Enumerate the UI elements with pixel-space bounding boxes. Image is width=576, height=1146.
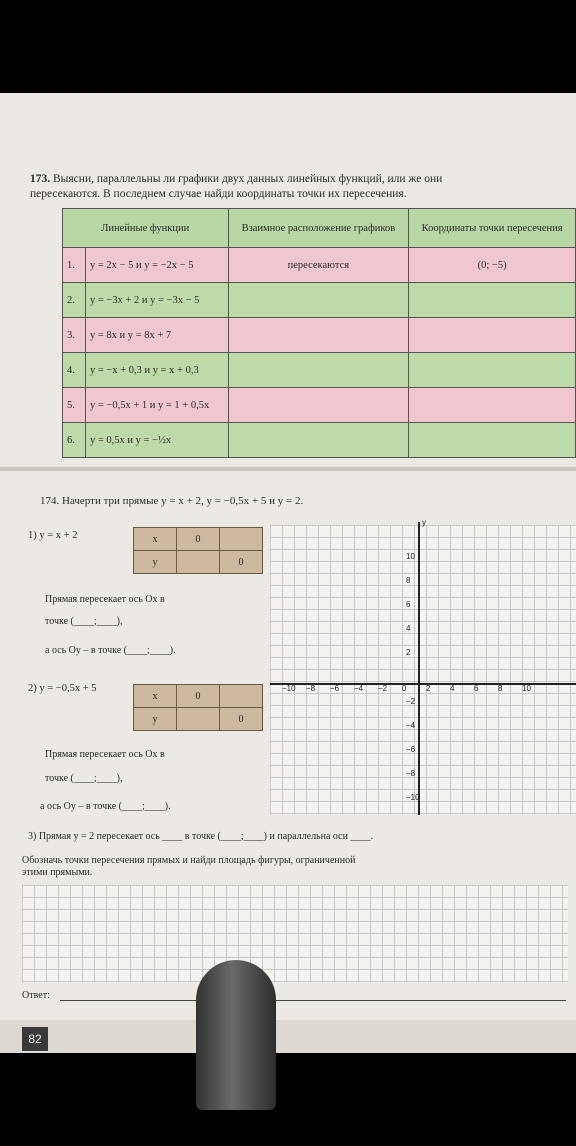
row-functions: y = −0,5x + 1 и y = 1 + 0,5x xyxy=(86,388,229,423)
part2-text-1: Прямая пересекает ось Ox в xyxy=(45,749,165,760)
part3-text: 3) Прямая y = 2 пересекает ось ____ в точке (____;____) и параллельна оси ____. xyxy=(28,831,373,842)
table-row xyxy=(63,283,576,318)
cell-zero: 0 xyxy=(220,708,263,731)
section-divider xyxy=(0,467,576,471)
cell-empty[interactable] xyxy=(177,551,220,574)
row-number: 5. xyxy=(63,388,86,423)
ex173-number: 173. xyxy=(30,173,51,185)
x-tick-label: 0 xyxy=(402,684,407,693)
table-row xyxy=(63,248,576,283)
y-tick-label: −6 xyxy=(406,745,416,754)
task-text-2: этими прямыми. xyxy=(22,867,93,878)
y-tick-label: 10 xyxy=(406,552,415,561)
row-number: 3. xyxy=(63,318,86,353)
row-coords[interactable] xyxy=(409,318,576,353)
row-number: 1. xyxy=(63,248,86,283)
x-tick-label: −10 xyxy=(282,684,296,693)
row-functions: y = −3x + 2 и y = −3x − 5 xyxy=(86,283,229,318)
y-tick-label: −8 xyxy=(406,769,416,778)
row-coords[interactable] xyxy=(409,423,576,458)
row-functions: y = 0,5x и y = −½x xyxy=(86,423,229,458)
x-tick-label: 2 xyxy=(426,684,431,693)
row-position[interactable] xyxy=(228,353,409,388)
row-position[interactable] xyxy=(228,283,409,318)
task-text-1: Обозначь точки пересечения прямых и найди площадь фигуры, ограниченной xyxy=(22,855,356,866)
x-tick-label: 8 xyxy=(498,684,503,693)
row-position[interactable] xyxy=(228,423,409,458)
y-tick-label: 4 xyxy=(406,624,411,633)
row-functions: y = 2x − 5 и y = −2x − 5 xyxy=(86,248,229,283)
row-coords[interactable]: (0; −5) xyxy=(409,248,576,283)
cell-zero: 0 xyxy=(177,528,220,551)
page-number: 82 xyxy=(22,1027,48,1051)
cell-zero: 0 xyxy=(220,551,263,574)
coordinate-grid[interactable] xyxy=(270,525,576,815)
y-tick-label: 6 xyxy=(406,600,411,609)
y-tick-label: −2 xyxy=(406,697,416,706)
cell-empty[interactable] xyxy=(177,708,220,731)
ex173-text-line2: пересекаются. В последнем случае найди координаты точки их пересечения. xyxy=(30,188,407,200)
cell-empty[interactable] xyxy=(220,685,263,708)
part2-text-2: точке (____;____), xyxy=(45,773,123,784)
cell-zero: 0 xyxy=(177,685,220,708)
ex173-text-line1: Выясни, параллельны ли графики двух данных линейных функций, или же они xyxy=(53,173,443,185)
row-number: 4. xyxy=(63,353,86,388)
row-functions: y = 8x и y = 8x + 7 xyxy=(86,318,229,353)
x-tick-label: 6 xyxy=(474,684,479,693)
row-number: 2. xyxy=(63,283,86,318)
part1-text-2: точке (____;____), xyxy=(45,616,123,627)
cell-x-label: x xyxy=(134,685,177,708)
x-tick-label: 10 xyxy=(522,684,531,693)
x-tick-label: −8 xyxy=(306,684,316,693)
part2-value-table xyxy=(133,684,263,731)
row-position[interactable]: пересекаются xyxy=(228,248,409,283)
y-axis xyxy=(418,522,420,815)
row-number: 6. xyxy=(63,423,86,458)
part1-value-table xyxy=(133,527,263,574)
x-tick-label: −2 xyxy=(378,684,388,693)
y-tick-label: 2 xyxy=(406,648,411,657)
ex173-table xyxy=(62,208,576,458)
header-position: Взаимное расположение графиков xyxy=(228,209,409,248)
part1-text-1: Прямая пересекает ось Ox в xyxy=(45,594,165,605)
x-tick-label: −6 xyxy=(330,684,340,693)
table-row xyxy=(63,423,576,458)
y-tick-label: 8 xyxy=(406,576,411,585)
part1-label: 1) y = x + 2 xyxy=(28,530,78,541)
page-footer xyxy=(0,1020,576,1053)
answer-label: Ответ: xyxy=(22,990,50,1001)
part2-label: 2) y = −0,5x + 5 xyxy=(28,683,97,694)
row-coords[interactable] xyxy=(409,283,576,318)
x-tick-label: −4 xyxy=(354,684,364,693)
answer-line[interactable] xyxy=(60,1000,566,1001)
y-tick-label: −4 xyxy=(406,721,416,730)
header-functions: Линейные функции xyxy=(63,209,229,248)
cell-y-label: y xyxy=(134,708,177,731)
header-coords: Координаты точки пересечения xyxy=(409,209,576,248)
y-axis-label: y xyxy=(422,518,426,527)
row-position[interactable] xyxy=(228,388,409,423)
row-coords[interactable] xyxy=(409,353,576,388)
table-row xyxy=(63,388,576,423)
cell-empty[interactable] xyxy=(220,528,263,551)
cell-y-label: y xyxy=(134,551,177,574)
ex174-title: 174. Начерти три прямые y = x + 2, y = −0,5x + 5 и y = 2. xyxy=(40,495,304,507)
part1-text-3: а ось Oy – в точке (____;____). xyxy=(45,645,176,656)
x-tick-label: 4 xyxy=(450,684,455,693)
table-row xyxy=(63,318,576,353)
row-coords[interactable] xyxy=(409,388,576,423)
pen-object xyxy=(196,960,276,1110)
solution-grid[interactable] xyxy=(22,885,568,983)
ex173-text xyxy=(30,172,566,202)
row-position[interactable] xyxy=(228,318,409,353)
y-tick-label: −10 xyxy=(406,793,420,802)
cell-x-label: x xyxy=(134,528,177,551)
part2-text-3: а ось Oy – в точке (____;____). xyxy=(40,801,171,812)
row-functions: y = −x + 0,3 и y = x + 0,3 xyxy=(86,353,229,388)
table-row xyxy=(63,353,576,388)
